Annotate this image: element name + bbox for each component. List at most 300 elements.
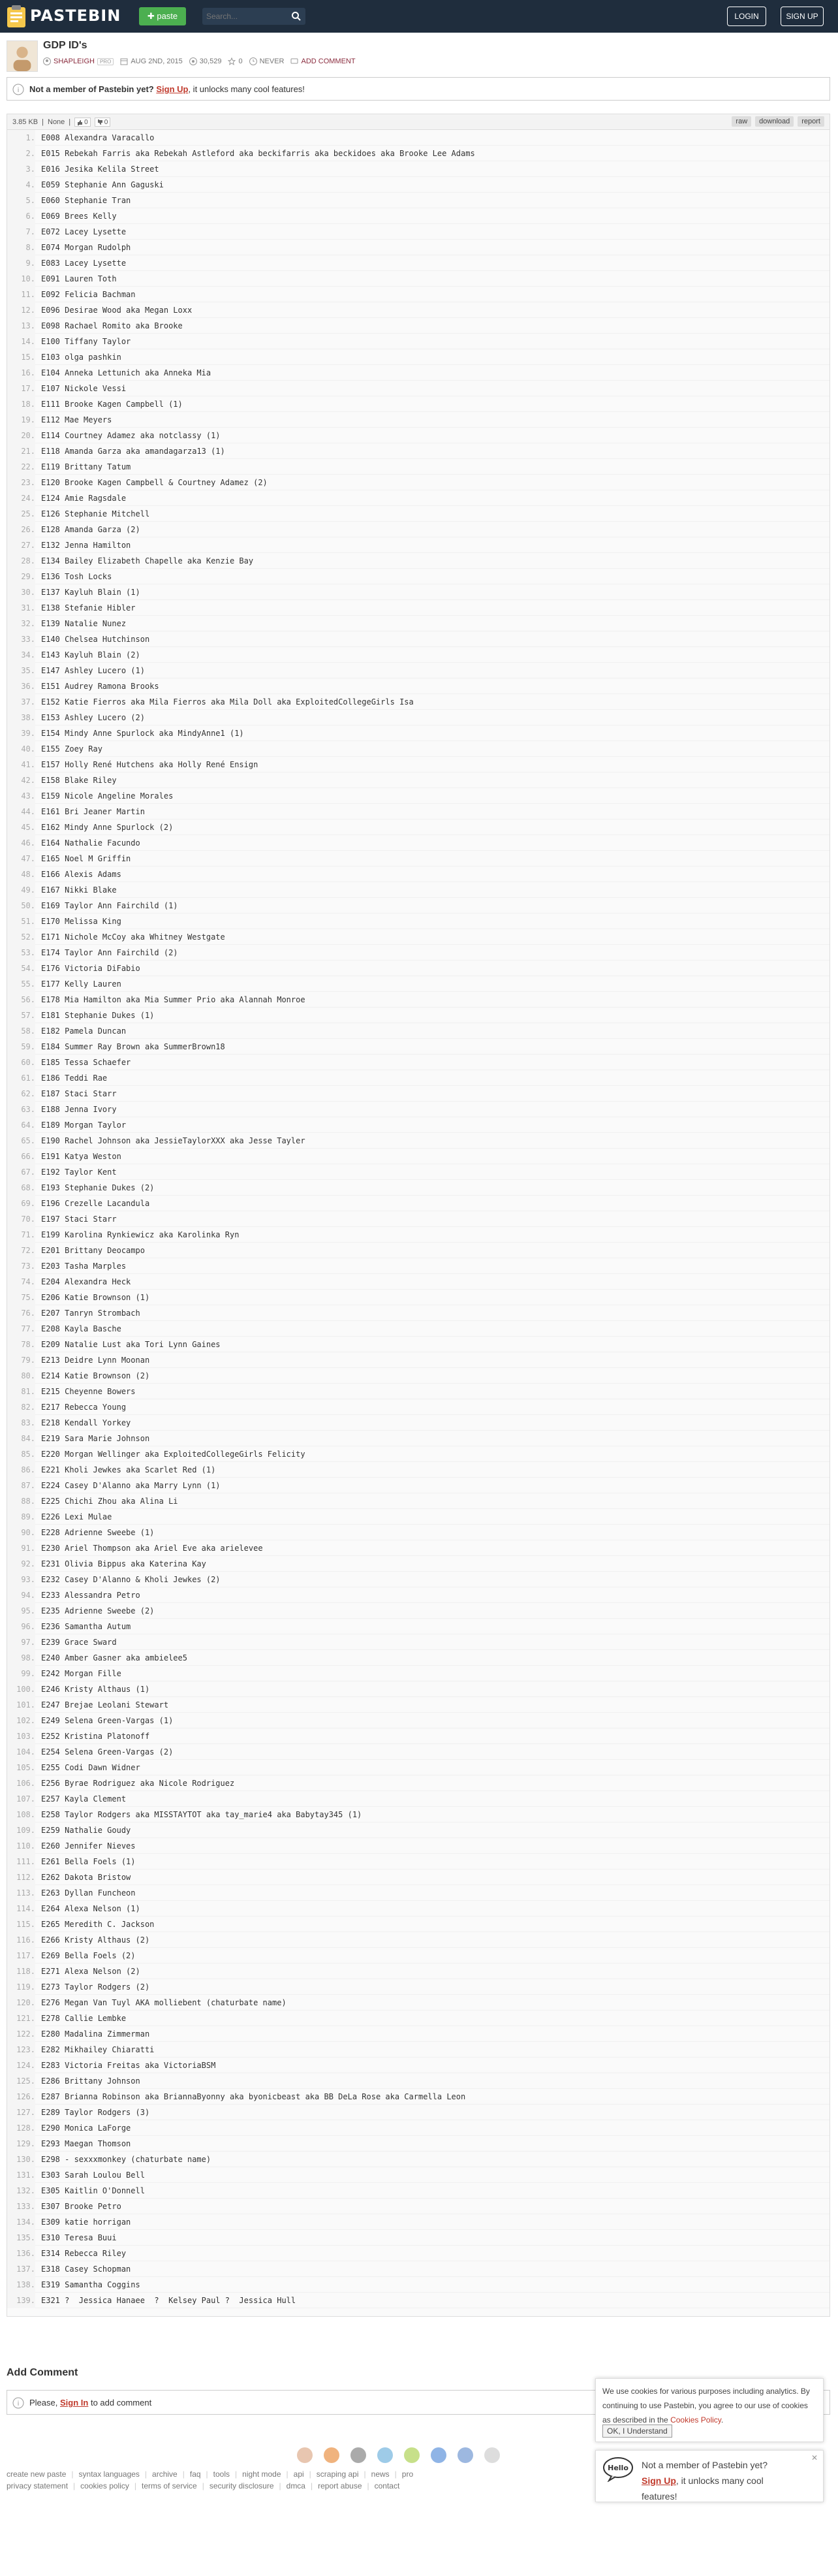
- line-number: 25.: [7, 506, 35, 522]
- code-line: [7, 569, 830, 584]
- separator: |: [202, 2481, 204, 2490]
- code-line: [7, 1008, 830, 1023]
- footer-link[interactable]: terms of service: [142, 2481, 197, 2490]
- user-avatar-icon[interactable]: [7, 40, 38, 72]
- line-text: E190 Rachel Johnson aka JessieTaylorXXX aka Jesse Tayler: [41, 1136, 305, 1145]
- code-line: [7, 882, 830, 898]
- code-line: [7, 302, 830, 318]
- line-number: 66.: [7, 1149, 35, 1164]
- line-number: 122.: [7, 2026, 35, 2042]
- footer-link[interactable]: privacy statement: [7, 2481, 69, 2490]
- line-number: 24.: [7, 490, 35, 506]
- promo-signup-link[interactable]: Sign Up: [642, 2475, 676, 2486]
- line-text: E319 Samantha Coggins: [41, 2280, 140, 2289]
- line-number: 56.: [7, 992, 35, 1008]
- promo-text: [642, 2457, 798, 2504]
- code-line: [7, 2058, 830, 2073]
- footer-link[interactable]: pro: [401, 2470, 414, 2479]
- line-text: E307 Brooke Petro: [41, 2202, 121, 2211]
- footer-link[interactable]: syntax languages: [78, 2470, 140, 2479]
- code-line: [7, 1164, 830, 1180]
- code-line: [7, 1791, 830, 1807]
- code-line: [7, 1431, 830, 1446]
- line-text: E206 Katie Brownson (1): [41, 1293, 150, 1302]
- search-input[interactable]: [206, 10, 285, 22]
- code-line: [7, 553, 830, 569]
- line-number: 62.: [7, 1086, 35, 1102]
- code-line: [7, 1948, 830, 1964]
- code-line: [7, 694, 830, 710]
- cookie-banner: We use cookies for various purposes including analytics. By continuing to use Pastebin, you agree to our use of cookies as described in the Cookies Policy. OK, I Understand: [595, 2378, 824, 2442]
- comment-pre: Please,: [29, 2398, 58, 2408]
- line-number: 117.: [7, 1948, 35, 1964]
- footer-link[interactable]: report abuse: [318, 2481, 362, 2490]
- code-line: [7, 1196, 830, 1211]
- code-line: [7, 1493, 830, 1509]
- line-number: 50.: [7, 898, 35, 914]
- line-number: 88.: [7, 1493, 35, 1509]
- code-line: [7, 2120, 830, 2136]
- code-line: [7, 1666, 830, 1681]
- code-line: [7, 1556, 830, 1572]
- code-line: [7, 1619, 830, 1634]
- code-line: [7, 161, 830, 177]
- line-number: 26.: [7, 522, 35, 537]
- line-text: E092 Felicia Bachman: [41, 290, 136, 299]
- line-text: E260 Jennifer Nieves: [41, 1841, 136, 1851]
- line-number: 96.: [7, 1619, 35, 1634]
- code-line: [7, 2073, 830, 2089]
- line-number: 112.: [7, 1869, 35, 1885]
- line-number: 92.: [7, 1556, 35, 1572]
- line-text: E111 Brooke Kagen Campbell (1): [41, 400, 183, 409]
- code-line: [7, 224, 830, 240]
- code-line: [7, 177, 830, 193]
- code-line: [7, 851, 830, 867]
- login-button[interactable]: LOGIN: [727, 7, 766, 26]
- line-text: E289 Taylor Rodgers (3): [41, 2108, 150, 2117]
- separator: |: [394, 2470, 397, 2479]
- code-line: [7, 2011, 830, 2026]
- line-number: 17.: [7, 381, 35, 396]
- line-number: 45.: [7, 819, 35, 835]
- line-text: E271 Alexa Nelson (2): [41, 1967, 140, 1976]
- line-number: 46.: [7, 835, 35, 851]
- line-number: 75.: [7, 1290, 35, 1305]
- footer-link[interactable]: tools: [213, 2470, 230, 2479]
- code-line: [7, 1587, 830, 1603]
- code-line: [7, 1086, 830, 1102]
- line-text: E278 Callie Lembke: [41, 2014, 127, 2023]
- footer-links-row1: [7, 2470, 413, 2479]
- author-link[interactable]: SHAPLEIGH: [54, 57, 95, 65]
- line-number: 102.: [7, 1713, 35, 1728]
- separator: |: [309, 2470, 311, 2479]
- line-number: 124.: [7, 2058, 35, 2073]
- separator: |: [73, 2481, 76, 2490]
- line-number: 83.: [7, 1415, 35, 1431]
- line-text: E186 Teddi Rae: [41, 1073, 108, 1083]
- line-number: 108.: [7, 1807, 35, 1822]
- line-number: 53.: [7, 945, 35, 961]
- code-line: [7, 1399, 830, 1415]
- line-number: 38.: [7, 710, 35, 725]
- notice-text: [29, 84, 305, 94]
- line-text: E153 Ashley Lucero (2): [41, 713, 145, 722]
- bluetooth-icon[interactable]: [431, 2447, 446, 2463]
- line-number: 101.: [7, 1697, 35, 1713]
- footer-link[interactable]: cookies policy: [80, 2481, 129, 2490]
- syntax-label[interactable]: None: [48, 118, 65, 126]
- line-text: E256 Byrae Rodriguez aka Nicole Rodriguez: [41, 1779, 235, 1788]
- code-line: [7, 961, 830, 976]
- code-line: [7, 240, 830, 255]
- line-number: 71.: [7, 1227, 35, 1243]
- line-text: E280 Madalina Zimmerman: [41, 2029, 150, 2039]
- line-text: E257 Kayla Clement: [41, 1794, 127, 1804]
- code-line: [7, 1321, 830, 1337]
- comment-post: to add comment: [90, 2398, 152, 2408]
- line-text: E188 Jenna Ivory: [41, 1105, 117, 1114]
- line-text: E178 Mia Hamilton aka Mia Summer Prio aka Alannah Monroe: [41, 995, 305, 1004]
- line-text: E203 Tasha Marples: [41, 1262, 127, 1271]
- code-line: [7, 1117, 830, 1133]
- line-text: E226 Lexi Mulae: [41, 1512, 112, 1521]
- top-header: [0, 0, 838, 33]
- line-text: E197 Staci Starr: [41, 1215, 117, 1224]
- footer-link[interactable]: night mode: [242, 2470, 281, 2479]
- line-number: 125.: [7, 2073, 35, 2089]
- footer-link[interactable]: security disclosure: [209, 2481, 274, 2490]
- line-text: E290 Monica LaForge: [41, 2123, 131, 2133]
- windows-icon[interactable]: [377, 2447, 393, 2463]
- code-line: [7, 1102, 830, 1117]
- info-icon: [12, 84, 24, 95]
- footer-link[interactable]: create new paste: [7, 2470, 67, 2479]
- safari-icon[interactable]: [458, 2447, 473, 2463]
- line-text: E126 Stephanie Mitchell: [41, 509, 150, 518]
- code-line: [7, 1932, 830, 1948]
- code-line: [7, 584, 830, 600]
- line-text: E252 Kristina Platonoff: [41, 1732, 150, 1741]
- code-line: [7, 1180, 830, 1196]
- clock-icon: [249, 57, 257, 65]
- line-number: 76.: [7, 1305, 35, 1321]
- line-text: E309 katie horrigan: [41, 2218, 131, 2227]
- line-text: E220 Morgan Wellinger aka ExploitedCollegeGirls Felicity: [41, 1450, 305, 1459]
- android-icon[interactable]: [404, 2447, 420, 2463]
- line-text: E074 Morgan Rudolph: [41, 243, 131, 252]
- cookie-policy-link[interactable]: Cookies Policy: [670, 2415, 721, 2425]
- line-number: 110.: [7, 1838, 35, 1854]
- firefox-icon[interactable]: [324, 2447, 339, 2463]
- line-number: 77.: [7, 1321, 35, 1337]
- signin-link[interactable]: Sign In: [60, 2398, 89, 2408]
- line-number: 118.: [7, 1964, 35, 1979]
- code-line: [7, 1462, 830, 1478]
- line-number: 1.: [7, 130, 35, 146]
- code-line: [7, 522, 830, 537]
- dislike-button[interactable]: [95, 118, 111, 127]
- line-text: E162 Mindy Anne Spurlock (2): [41, 823, 174, 832]
- line-text: E258 Taylor Rodgers aka MISSTAYTOT aka tay_marie4 aka Babytay345 (1): [41, 1810, 362, 1819]
- code-line: [7, 2089, 830, 2105]
- close-icon[interactable]: ✕: [811, 2453, 818, 2462]
- code-area[interactable]: [7, 129, 830, 2317]
- line-text: E224 Casey D'Alanno aka Marry Lynn (1): [41, 1481, 221, 1490]
- line-number: 29.: [7, 569, 35, 584]
- line-text: E215 Cheyenne Bowers: [41, 1387, 136, 1396]
- code-line: [7, 2293, 830, 2308]
- line-number: 139.: [7, 2293, 35, 2308]
- code-line: [7, 1133, 830, 1149]
- code-line: [7, 1869, 830, 1885]
- line-text: E217 Rebecca Young: [41, 1403, 127, 1412]
- line-number: 22.: [7, 459, 35, 475]
- code-line: [7, 537, 830, 553]
- code-line: [7, 898, 830, 914]
- separator: |: [310, 2481, 313, 2490]
- raw-button[interactable]: raw: [732, 116, 751, 127]
- line-number: 131.: [7, 2167, 35, 2183]
- code-line: [7, 725, 830, 741]
- clock-app-icon[interactable]: [484, 2447, 500, 2463]
- code-line: [7, 1055, 830, 1070]
- line-number: 13.: [7, 318, 35, 334]
- line-number: 7.: [7, 224, 35, 240]
- line-text: E254 Selena Green-Vargas (2): [41, 1747, 174, 1757]
- code-line: [7, 1728, 830, 1744]
- signup-button[interactable]: SIGN UP: [781, 7, 824, 26]
- code-line: [7, 804, 830, 819]
- line-number: 72.: [7, 1243, 35, 1258]
- line-text: E286 Brittany Johnson: [41, 2076, 140, 2086]
- line-number: 37.: [7, 694, 35, 710]
- line-number: 21.: [7, 443, 35, 459]
- line-text: E240 Amber Gasner aka ambielee5: [41, 1653, 187, 1662]
- expiry: NEVER: [259, 57, 285, 65]
- code-line: [7, 1916, 830, 1932]
- line-number: 52.: [7, 929, 35, 945]
- line-text: E104 Anneka Lettunich aka Anneka Mia: [41, 368, 211, 377]
- line-number: 84.: [7, 1431, 35, 1446]
- line-number: 127.: [7, 2105, 35, 2120]
- pro-badge: PRO: [97, 58, 114, 65]
- separator: |: [144, 2470, 147, 2479]
- line-text: E214 Katie Brownson (2): [41, 1371, 150, 1380]
- line-text: E154 Mindy Anne Spurlock aka MindyAnne1 (1): [41, 729, 244, 738]
- code-line: [7, 1305, 830, 1321]
- line-number: 130.: [7, 2152, 35, 2167]
- line-text: E209 Natalie Lust aka Tori Lynn Gaines: [41, 1340, 221, 1349]
- code-line: [7, 1838, 830, 1854]
- code-line: [7, 428, 830, 443]
- separator: |: [42, 118, 44, 126]
- line-number: 133.: [7, 2199, 35, 2214]
- code-line: [7, 1509, 830, 1525]
- code-line: [7, 381, 830, 396]
- line-number: 61.: [7, 1070, 35, 1086]
- line-text: E159 Nicole Angeline Morales: [41, 791, 174, 801]
- line-number: 94.: [7, 1587, 35, 1603]
- code-line: [7, 1415, 830, 1431]
- hello-text: Hello: [608, 2464, 628, 2472]
- line-number: 47.: [7, 851, 35, 867]
- code-line: [7, 365, 830, 381]
- line-text: E124 Amie Ragsdale: [41, 494, 127, 503]
- new-paste-button[interactable]: ✚ paste: [139, 7, 186, 25]
- line-text: E107 Nickole Vessi: [41, 384, 127, 393]
- line-number: 31.: [7, 600, 35, 616]
- code-line: [7, 1901, 830, 1916]
- code-line: [7, 412, 830, 428]
- line-text: E166 Alexis Adams: [41, 870, 121, 879]
- line-number: 35.: [7, 663, 35, 678]
- line-text: E069 Brees Kelly: [41, 212, 117, 221]
- code-line: [7, 130, 830, 146]
- separator: |: [206, 2470, 208, 2479]
- footer-link[interactable]: contact: [374, 2481, 400, 2490]
- line-text: E103 olga pashkin: [41, 353, 121, 362]
- logo-text[interactable]: PASTEBIN: [30, 7, 121, 25]
- code-line: [7, 255, 830, 271]
- line-text: E262 Dakota Bristow: [41, 1873, 131, 1882]
- paste-meta: [43, 56, 356, 67]
- line-number: 85.: [7, 1446, 35, 1462]
- line-number: 63.: [7, 1102, 35, 1117]
- line-text: E185 Tessa Schaefer: [41, 1058, 131, 1067]
- code-line: [7, 1211, 830, 1227]
- code-line: [7, 1681, 830, 1697]
- line-number: 136.: [7, 2246, 35, 2261]
- line-text: E196 Crezelle Lacandula: [41, 1199, 150, 1208]
- line-text: E171 Nichole McCoy aka Whitney Westgate: [41, 932, 225, 942]
- line-number: 73.: [7, 1258, 35, 1274]
- line-number: 10.: [7, 271, 35, 287]
- code-line: [7, 600, 830, 616]
- line-text: E176 Victoria DiFabio: [41, 964, 140, 973]
- line-number: 111.: [7, 1854, 35, 1869]
- line-number: 114.: [7, 1901, 35, 1916]
- line-text: E264 Alexa Nelson (1): [41, 1904, 140, 1913]
- app-icon[interactable]: [350, 2447, 366, 2463]
- line-text: E119 Brittany Tatum: [41, 462, 131, 471]
- code-line: [7, 867, 830, 882]
- line-number: 103.: [7, 1728, 35, 1744]
- code-line: [7, 678, 830, 694]
- paste-date: AUG 2ND, 2015: [131, 57, 183, 65]
- line-number: 8.: [7, 240, 35, 255]
- line-text: E314 Rebecca Riley: [41, 2249, 127, 2258]
- add-comment-heading: Add Comment: [7, 2367, 78, 2378]
- like-button[interactable]: [74, 118, 91, 127]
- footer-link[interactable]: dmca: [286, 2481, 305, 2490]
- line-text: E204 Alexandra Heck: [41, 1277, 131, 1286]
- line-text: E147 Ashley Lucero (1): [41, 666, 145, 675]
- code-line: [7, 1822, 830, 1838]
- code-line: [7, 1337, 830, 1352]
- code-line: [7, 772, 830, 788]
- add-comment-link[interactable]: ADD COMMENT: [301, 57, 356, 65]
- code-line: [7, 334, 830, 349]
- line-number: 65.: [7, 1133, 35, 1149]
- chrome-icon[interactable]: [297, 2447, 313, 2463]
- separator: |: [279, 2481, 281, 2490]
- search-box[interactable]: [202, 8, 305, 25]
- line-number: 104.: [7, 1744, 35, 1760]
- code-line: [7, 1854, 830, 1869]
- code-line: [7, 1039, 830, 1055]
- code-line: [7, 2152, 830, 2167]
- cookie-ok-button[interactable]: OK, I Understand: [602, 2425, 672, 2438]
- notice-signup-link[interactable]: Sign Up: [156, 84, 189, 94]
- line-text: E259 Nathalie Goudy: [41, 1826, 131, 1835]
- line-text: E213 Deidre Lynn Moonan: [41, 1356, 150, 1365]
- line-text: E138 Stefanie Hibler: [41, 603, 136, 612]
- line-number: 33.: [7, 631, 35, 647]
- code-line: [7, 616, 830, 631]
- line-number: 43.: [7, 788, 35, 804]
- line-number: 70.: [7, 1211, 35, 1227]
- report-button[interactable]: report: [798, 116, 824, 127]
- line-number: 54.: [7, 961, 35, 976]
- line-number: 86.: [7, 1462, 35, 1478]
- line-number: 18.: [7, 396, 35, 412]
- line-text: E293 Maegan Thomson: [41, 2139, 131, 2148]
- line-number: 11.: [7, 287, 35, 302]
- footer-link[interactable]: scraping api: [316, 2470, 359, 2479]
- footer-link[interactable]: news: [371, 2470, 390, 2479]
- code-line: [7, 475, 830, 490]
- paste-title: GDP ID's: [43, 40, 87, 51]
- line-text: E247 Brejae Leolani Stewart: [41, 1700, 169, 1709]
- line-text: E158 Blake Riley: [41, 776, 117, 785]
- line-number: 91.: [7, 1540, 35, 1556]
- footer-link[interactable]: archive: [152, 2470, 178, 2479]
- footer-link[interactable]: api: [293, 2470, 304, 2479]
- code-line: [7, 1964, 830, 1979]
- line-text: E218 Kendall Yorkey: [41, 1418, 131, 1427]
- line-text: E128 Amanda Garza (2): [41, 525, 140, 534]
- line-number: 79.: [7, 1352, 35, 1368]
- footer-link[interactable]: faq: [189, 2470, 201, 2479]
- line-text: E120 Brooke Kagen Campbell & Courtney Adamez (2): [41, 478, 268, 487]
- separator: |: [182, 2470, 185, 2479]
- views-icon: [189, 57, 197, 65]
- line-text: E096 Desirae Wood aka Megan Loxx: [41, 306, 193, 315]
- download-button[interactable]: download: [755, 116, 794, 127]
- thumb-down-icon: [97, 119, 103, 125]
- line-number: 27.: [7, 537, 35, 553]
- line-text: E287 Brianna Robinson aka BriannaByonny aka byonicbeast aka BB DeLa Rose aka Carmella Leon: [41, 2092, 466, 2101]
- line-text: E152 Katie Fierros aka Mila Fierros aka Mila Doll aka ExploitedCollegeGirls Isa: [41, 697, 414, 707]
- line-text: E273 Taylor Rodgers (2): [41, 1982, 150, 1992]
- line-text: E177 Kelly Lauren: [41, 979, 121, 989]
- line-text: E305 Kaitlin O'Donnell: [41, 2186, 145, 2195]
- line-text: E181 Stephanie Dukes (1): [41, 1011, 155, 1020]
- line-text: E155 Zoey Ray: [41, 744, 102, 754]
- line-text: E193 Stephanie Dukes (2): [41, 1183, 155, 1192]
- line-number: 39.: [7, 725, 35, 741]
- line-text: E143 Kayluh Blain (2): [41, 650, 140, 660]
- line-number: 49.: [7, 882, 35, 898]
- line-text: E208 Kayla Basche: [41, 1324, 121, 1333]
- line-text: E182 Pamela Duncan: [41, 1026, 127, 1036]
- pastebin-logo-icon[interactable]: [5, 4, 29, 29]
- code-line: [7, 2246, 830, 2261]
- line-number: 12.: [7, 302, 35, 318]
- search-icon[interactable]: [291, 11, 302, 22]
